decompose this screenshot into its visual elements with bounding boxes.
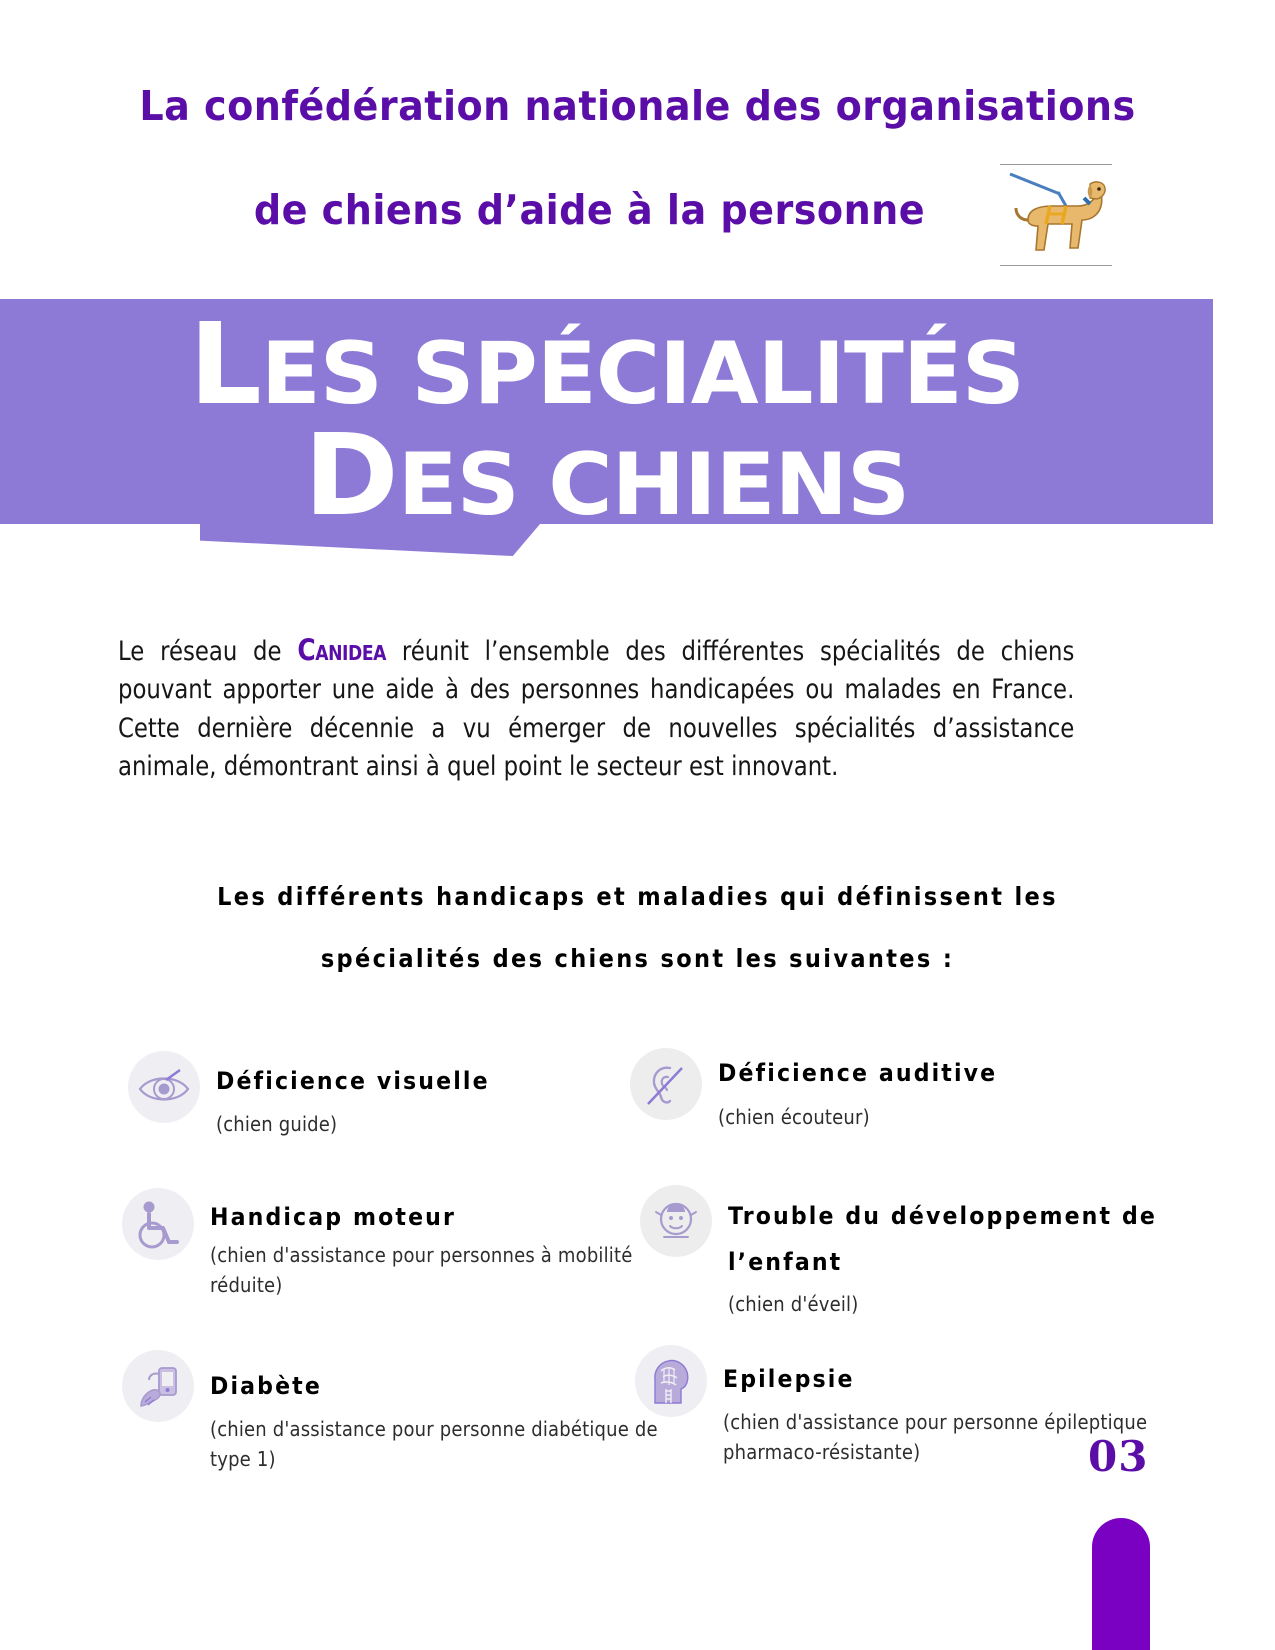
glucose-monitor-icon-badge <box>122 1350 194 1422</box>
eye-icon <box>136 1064 192 1110</box>
header-title-line-1: La confédération nationale des organisations <box>139 82 1136 130</box>
guide-dog-icon <box>1004 168 1108 262</box>
item-subtitle: (chien d'assistance pour personnes à mobilité réduite) <box>210 1243 633 1297</box>
specialties-list <box>0 1020 1275 1490</box>
wheelchair-icon-badge <box>122 1188 194 1260</box>
item-subtitle: (chien d'assistance pour personne diabétique de type 1) <box>210 1417 658 1471</box>
banner-title-line-1: LES SPÉCIALITÉS <box>189 300 1024 430</box>
item-title: Trouble du développement de l’enfant <box>728 1202 1157 1276</box>
item-subtitle: (chien d'assistance pour personne épileptique pharmaco-résistante) <box>723 1410 1148 1464</box>
item-title: Handicap moteur <box>210 1203 457 1231</box>
eye-icon-badge <box>128 1051 200 1123</box>
brain-head-icon-badge <box>635 1345 707 1417</box>
child-head-icon-badge <box>640 1185 712 1257</box>
brain-head-icon <box>647 1355 695 1407</box>
dog-box-bottom-rule <box>1000 265 1112 266</box>
intro-text-before-brand: Le réseau de <box>118 635 298 667</box>
banner-title-line-2: DES CHIENS <box>303 411 910 542</box>
banner-title <box>0 300 1213 542</box>
glucose-monitor-icon <box>133 1360 183 1412</box>
footer-purple-tab <box>1092 1518 1150 1650</box>
item-title: Diabète <box>210 1372 322 1400</box>
item-subtitle: (chien guide) <box>216 1112 338 1136</box>
guide-dog-illustration <box>1000 164 1112 266</box>
page-header <box>0 64 1275 264</box>
dog-box-top-rule <box>1000 164 1112 165</box>
section-banner <box>0 299 1213 554</box>
wheelchair-icon <box>133 1198 183 1250</box>
ear-deaf-icon-badge <box>630 1048 702 1120</box>
item-title: Déficience visuelle <box>216 1067 490 1095</box>
item-subtitle: (chien d'éveil) <box>728 1292 859 1316</box>
subheading-line-2: spécialités des chiens sont les suivantes : <box>320 944 955 973</box>
ear-deaf-icon <box>640 1058 692 1110</box>
subheading-line-1: Les différents handicaps et maladies qui définissent les <box>217 882 1058 911</box>
item-subtitle: (chien écouteur) <box>718 1105 870 1129</box>
list-subheading <box>0 866 1275 990</box>
header-title-line-2: de chiens d’aide à la personne <box>253 186 926 234</box>
intro-text-after-brand: réunit l’ensemble des différentes spécialités de chiens pouvant apporter une aide à des personnes handicapées ou malades en France. Cette dernière décennie a vu émerger de nouvelles spécialités d’assistance animale, démontrant ainsi à quel point le secteur est innovant. <box>118 635 1075 782</box>
page-number: 03 <box>1088 1432 1149 1481</box>
item-title: Epilepsie <box>723 1365 855 1393</box>
item-title: Déficience auditive <box>718 1059 998 1087</box>
child-head-icon <box>650 1195 702 1247</box>
brand-name-canidea: Canidea <box>297 632 387 667</box>
intro-paragraph <box>118 631 1074 787</box>
